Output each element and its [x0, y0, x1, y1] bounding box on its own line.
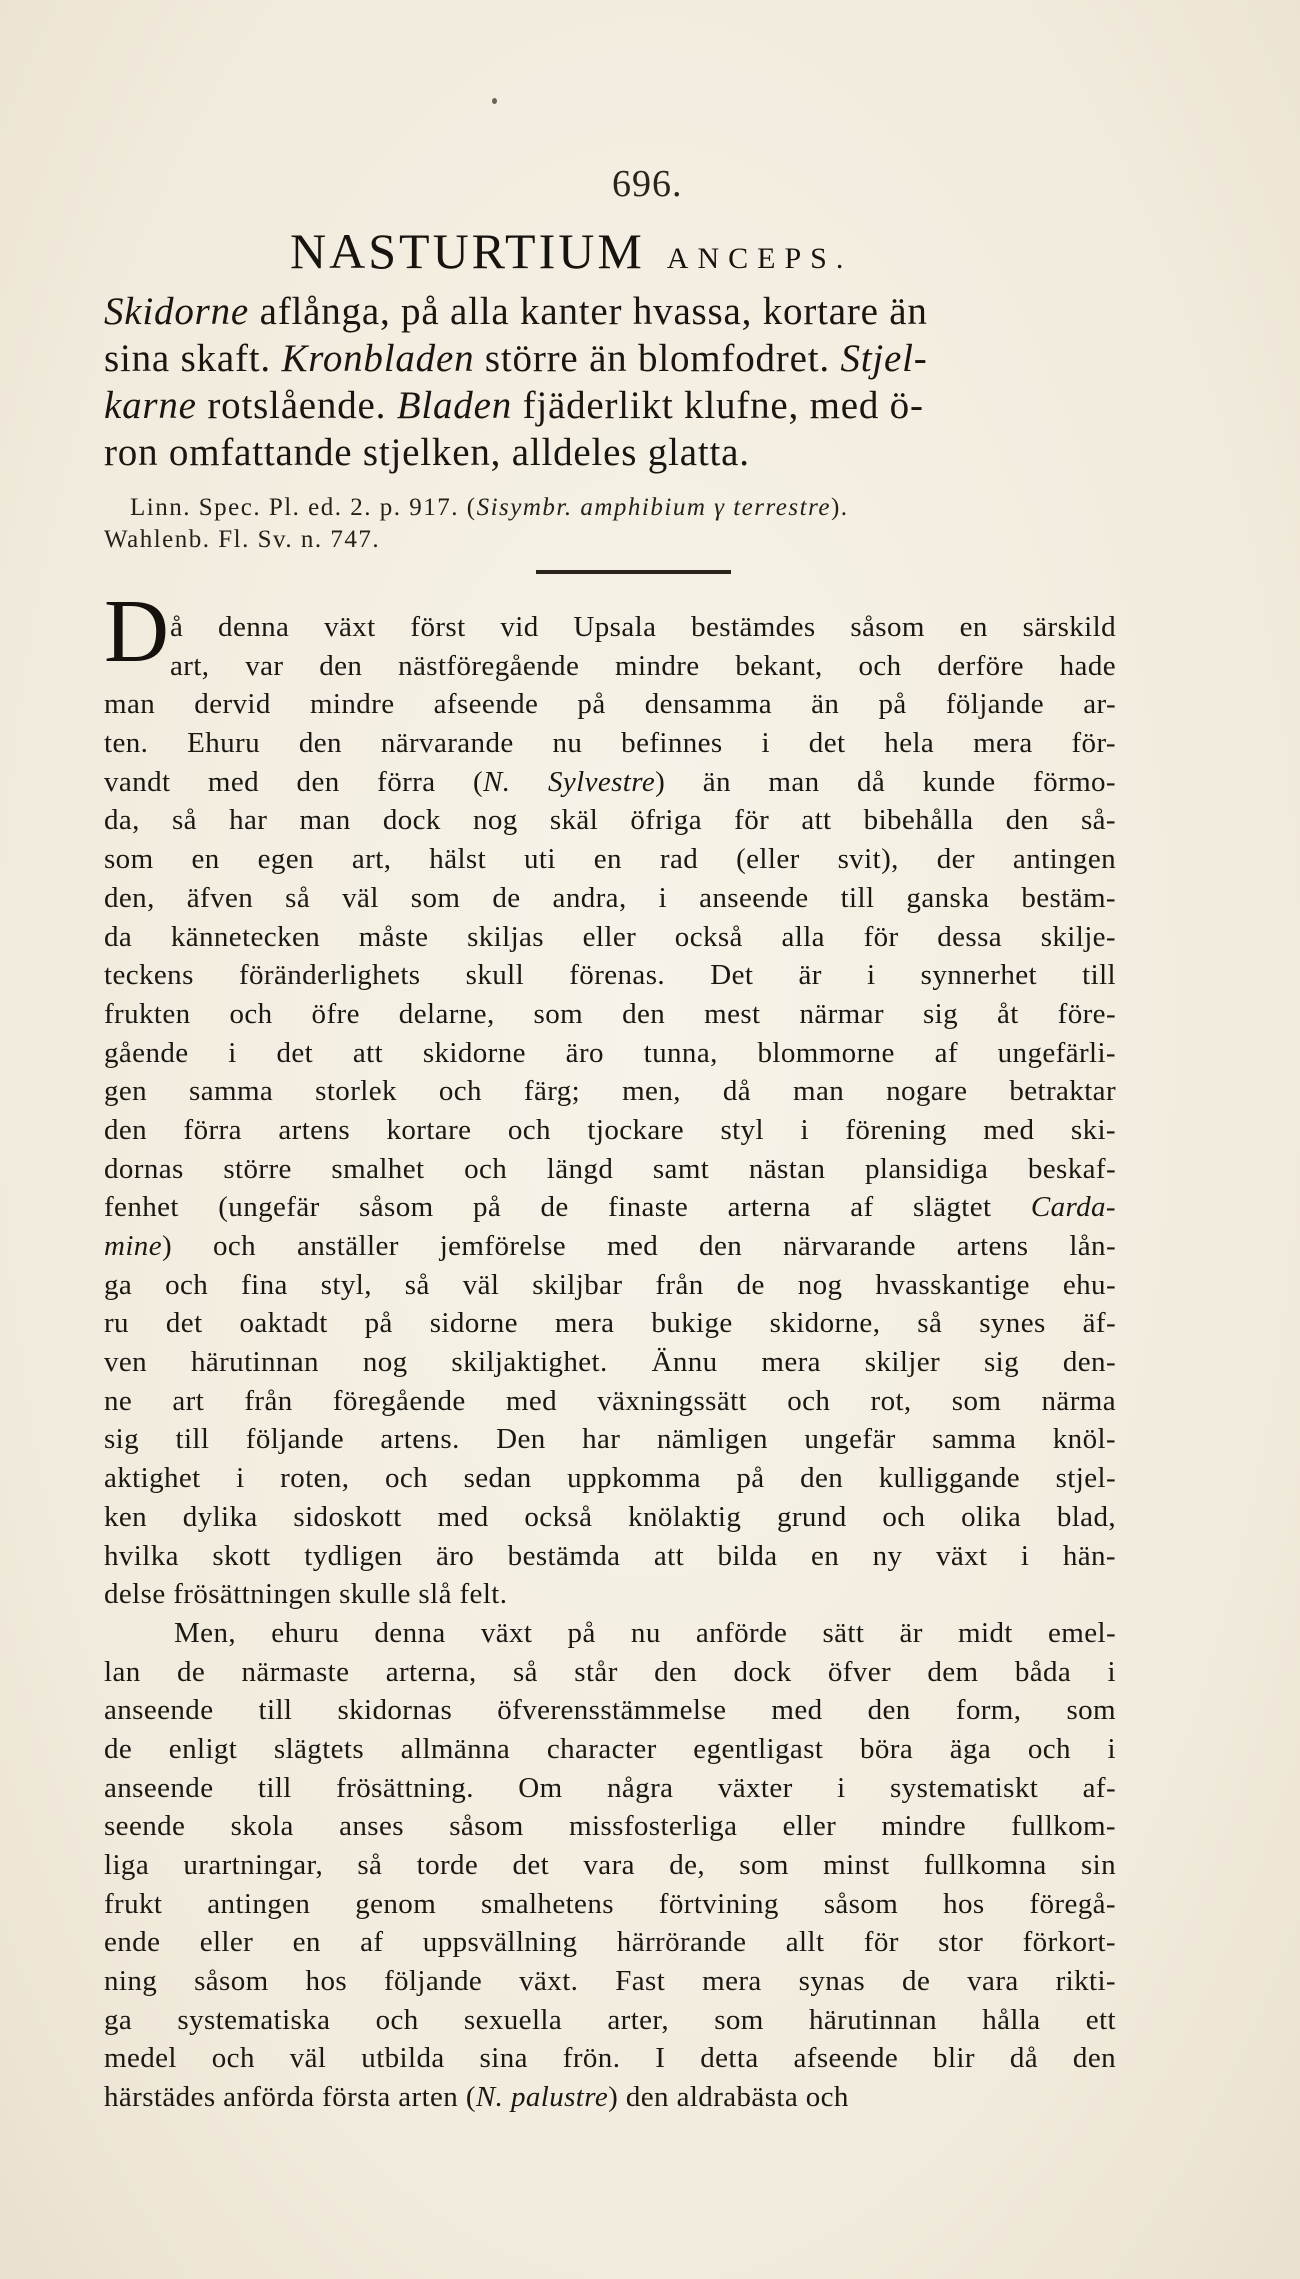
- body-line: [104, 1962, 1116, 2001]
- text-run: hvilka skott tydligen äro bestämda att bilda en ny växt i hän-: [104, 1539, 1116, 1572]
- text-run: lan de närmaste arterna, så står den dock öfver dem båda i: [104, 1655, 1116, 1688]
- italic-text: Skidorne: [104, 290, 250, 333]
- ink-spot: [492, 98, 497, 104]
- body-line: [104, 1537, 1116, 1576]
- body-line: [104, 956, 1116, 995]
- text-run: ven härutinnan nog skiljaktighet. Ännu mera skiljer sig den-: [104, 1346, 1116, 1379]
- italic-text: Kronbladen: [281, 337, 475, 380]
- text-run: den, äfven så väl som de andra, i anseende till ganska bestäm-: [104, 881, 1116, 914]
- text-run: art, var den nästföregående mindre bekant, och derföre hade: [170, 649, 1116, 682]
- text-run: ru det oaktadt på sidorne mera bukige skidorne, så synes äf-: [104, 1307, 1116, 1340]
- text-run: ga och fina styl, så väl skiljbar från de nog hvasskantige ehu-: [104, 1268, 1116, 1301]
- body-line: [104, 647, 1116, 686]
- body-line: [104, 879, 1116, 918]
- text-run: den förra artens kortare och tjockare styl i förening med ski-: [104, 1113, 1116, 1146]
- body-line: [104, 801, 1116, 840]
- text-run: anseende till skidornas öfverensstämmelse med den form, som: [104, 1694, 1116, 1727]
- body-line: [104, 1304, 1116, 1343]
- italic-text: Stjel-: [840, 337, 928, 380]
- description-line: [104, 335, 1119, 382]
- text-run: medel och väl utbilda sina frön. I detta afseende blir då den: [104, 2042, 1116, 2075]
- text-run: ende eller en af uppsvällning härrörande allt för stor förkort-: [104, 1926, 1116, 1959]
- body-line: [104, 608, 1116, 647]
- text-run: ron omfattande stjelken, alldeles glatta.: [104, 431, 750, 474]
- text-run: ne art från föregående med växningssätt och rot, som närma: [104, 1384, 1116, 1417]
- section-divider: [536, 570, 731, 574]
- text-run: Wahlenb. Fl. Sv. n. 747.: [104, 526, 381, 553]
- body-line: [104, 2078, 1116, 2117]
- description-line: [104, 429, 1119, 476]
- text-run: ).: [830, 494, 849, 521]
- text-run: anseende till frösättning. Om några växter i systematiskt af-: [104, 1771, 1116, 1804]
- body-line: [104, 1382, 1116, 1421]
- italic-text: Carda-: [1030, 1191, 1116, 1224]
- text-run: Linn. Spec. Pl. ed. 2. p. 917. (: [130, 494, 477, 521]
- page-number: 696.: [612, 163, 683, 205]
- body-line: [104, 1420, 1116, 1459]
- text-run: delse frösättningen skulle slå felt.: [104, 1578, 508, 1611]
- text-run: ken dylika sidoskott med också knölaktig grund och olika blad,: [104, 1500, 1116, 1533]
- body-line: [104, 1343, 1116, 1382]
- text-run: Men, ehuru denna växt på nu anförde sätt är midt emel-: [174, 1616, 1116, 1649]
- body-line: [104, 918, 1116, 957]
- body-line: [104, 1846, 1116, 1885]
- drop-capital: D: [104, 582, 169, 681]
- text-run: större än blomfodret.: [474, 337, 841, 380]
- text-run: sina skaft.: [104, 337, 282, 380]
- body-line: [104, 840, 1116, 879]
- text-run: gående i det att skidorne äro tunna, blommorne af ungefärli-: [104, 1036, 1116, 1069]
- text-run: ) och anställer jemförelse med den närvarande artens lån-: [161, 1230, 1116, 1262]
- text-run: ga systematiska och sexuella arter, som härutinnan hålla ett: [104, 2003, 1116, 2036]
- body-line: [104, 1188, 1116, 1227]
- text-run: frukt antingen genom smalhetens förtvining såsom hos föregå-: [104, 1887, 1116, 1920]
- text-run: härstädes anförda första arten (: [104, 2081, 476, 2114]
- body-line: [104, 1034, 1116, 1073]
- text-run: teckens föränderlighets skull förenas. Det är i synnerhet till: [104, 959, 1116, 992]
- text-run: ) än man då kunde förmo-: [655, 765, 1116, 798]
- reference-line: [104, 524, 849, 556]
- text-run: dornas större smalhet och längd samt nästan plansidiga beskaf-: [104, 1152, 1116, 1185]
- text-run: vandt med den förra (: [104, 765, 484, 798]
- text-run: rotslående.: [196, 384, 397, 427]
- text-run: frukten och öfre delarne, som den mest närmar sig åt före-: [104, 997, 1116, 1030]
- italic-text: Sisymbr. amphibium γ terrestre: [476, 494, 831, 521]
- italic-text: N. palustre: [475, 2081, 609, 2114]
- body-line: [104, 1072, 1116, 1111]
- text-run: aflånga, på alla kanter hvassa, kortare än: [249, 290, 928, 333]
- text-run: aktighet i roten, och sedan uppkomma på den kulliggande stjel-: [104, 1462, 1116, 1495]
- body-line: [104, 1227, 1116, 1266]
- body-line: [104, 1111, 1116, 1150]
- body-line: [104, 1923, 1116, 1962]
- description-line: [104, 288, 1119, 335]
- literature-references: [104, 492, 849, 556]
- species-heading: [290, 222, 852, 280]
- body-line: [104, 1691, 1116, 1730]
- body-line: [104, 1653, 1116, 1692]
- text-run: ten. Ehuru den närvarande nu befinnes i det hela mera för-: [104, 727, 1116, 760]
- species-epithet: ANCEPS.: [666, 242, 853, 275]
- text-run: man dervid mindre afseende på densamma än på följande ar-: [104, 688, 1116, 721]
- species-description: [104, 288, 1119, 476]
- body-line: [104, 1614, 1116, 1653]
- body-line: [104, 1807, 1116, 1846]
- text-run: seende skola anses såsom missfosterliga eller mindre fullkom-: [104, 1810, 1116, 1843]
- text-run: å denna växt först vid Upsala bestämdes såsom en särskild: [170, 611, 1116, 643]
- body-line: [104, 1575, 1116, 1614]
- text-run: da, så har man dock nog skäl öfriga för att bibehålla den så-: [104, 804, 1116, 837]
- body-line: [104, 763, 1116, 802]
- text-run: de enligt slägtets allmänna character egentligast böra äga och i: [104, 1732, 1116, 1765]
- italic-text: N. Sylvestre: [483, 765, 656, 798]
- text-run: sig till följande artens. Den har nämligen ungefär samma knöl-: [104, 1423, 1116, 1456]
- body-line: [104, 1498, 1116, 1537]
- body-line: [104, 1266, 1116, 1305]
- description-line: [104, 382, 1119, 429]
- body-line: [104, 2001, 1116, 2040]
- body-line: [104, 724, 1116, 763]
- body-line: [104, 2039, 1116, 2078]
- text-run: da kännetecken måste skiljas eller också alla för dessa skilje-: [104, 920, 1116, 953]
- body-line: [104, 1150, 1116, 1189]
- text-run: fjäderlikt klufne, med ö-: [512, 384, 924, 427]
- body-line: [104, 1885, 1116, 1924]
- text-run: ning såsom hos följande växt. Fast mera synas de vara rikti-: [104, 1965, 1116, 1998]
- body-text: [104, 608, 1116, 2117]
- italic-text: Bladen: [396, 384, 513, 427]
- body-line: [104, 1459, 1116, 1498]
- body-line: [104, 1769, 1116, 1808]
- text-run: som en egen art, hälst uti en rad (eller svit), der antingen: [104, 843, 1116, 876]
- body-line: [104, 995, 1116, 1034]
- text-run: gen samma storlek och färg; men, då man nogare betraktar: [104, 1075, 1116, 1108]
- italic-text: mine: [104, 1230, 162, 1262]
- reference-line: [104, 492, 849, 524]
- italic-text: karne: [104, 384, 197, 427]
- text-run: liga urartningar, så torde det vara de, som minst fullkomna sin: [104, 1849, 1116, 1881]
- text-run: ) den aldrabästa och: [608, 2081, 849, 2114]
- text-run: fenhet (ungefär såsom på de finaste arterna af slägtet: [104, 1191, 1031, 1224]
- body-line: [104, 1730, 1116, 1769]
- genus-name: NASTURTIUM: [290, 223, 645, 279]
- body-line: [104, 685, 1116, 724]
